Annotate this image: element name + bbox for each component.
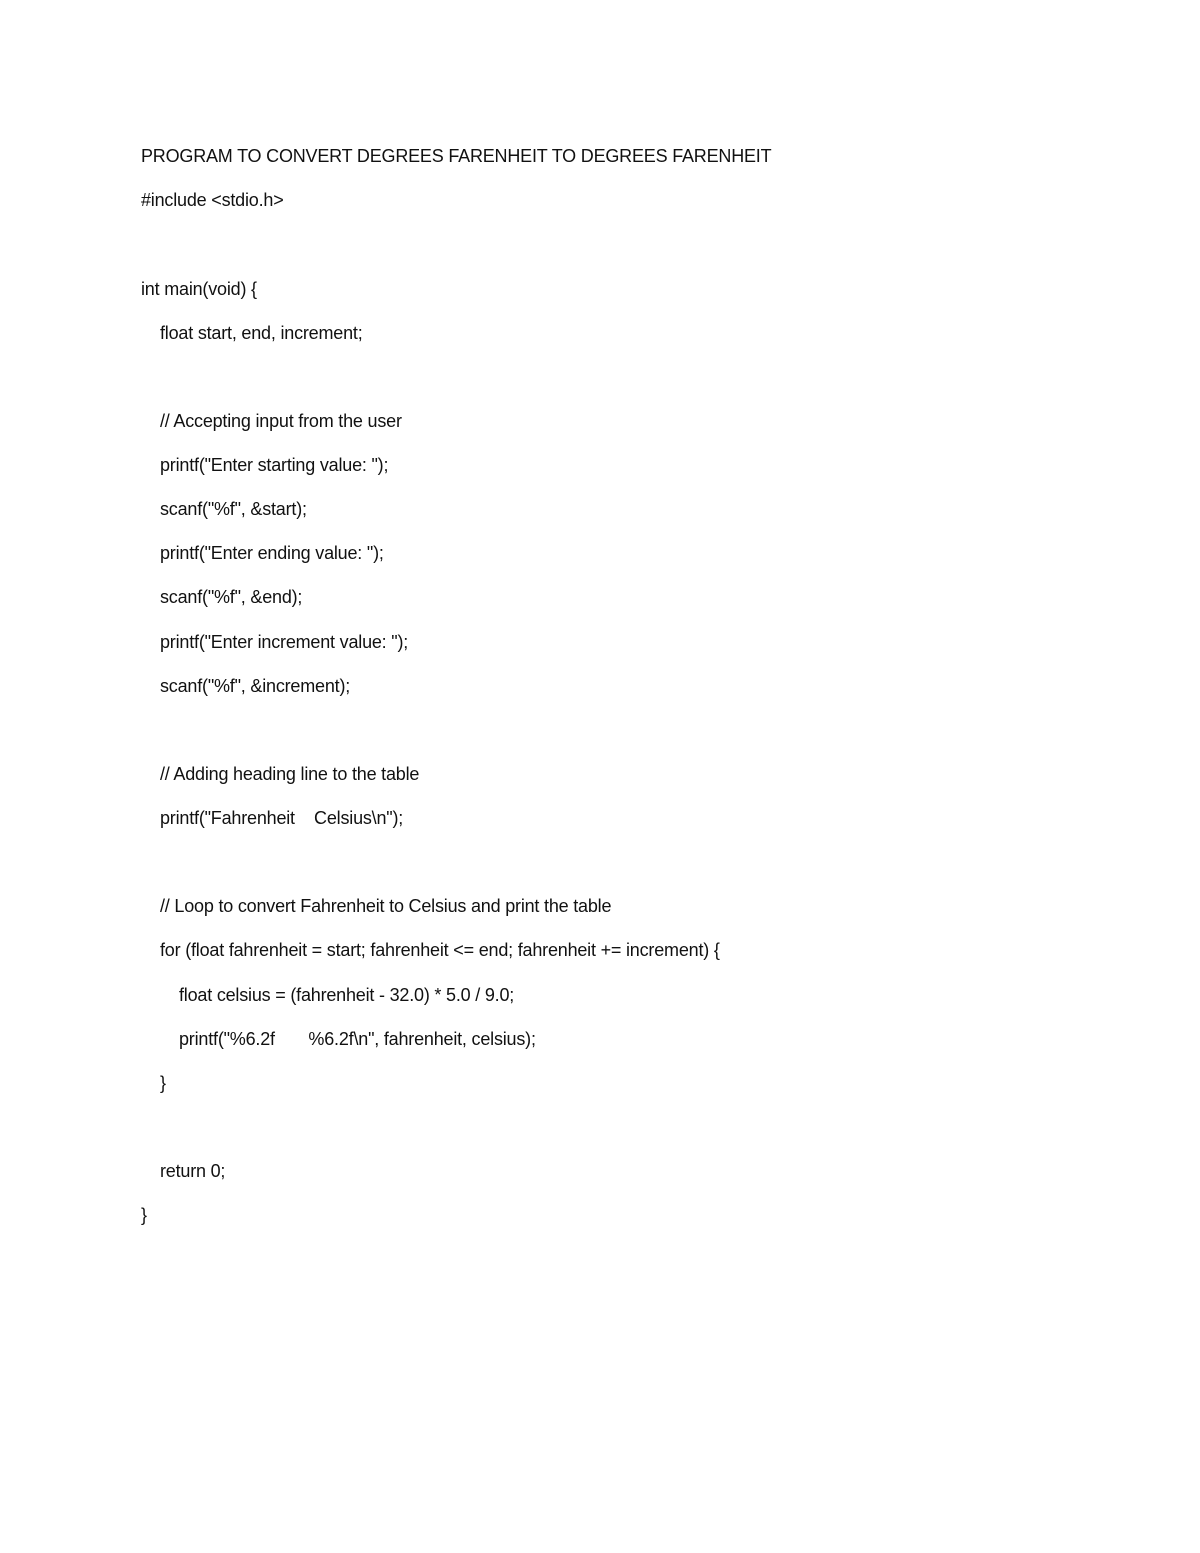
code-line-declarations: float start, end, increment; <box>160 323 363 343</box>
code-comment-input: // Accepting input from the user <box>160 411 402 431</box>
code-line-scanf-end: scanf("%f", &end); <box>160 587 303 607</box>
code-line-include: #include <stdio.h> <box>141 190 284 210</box>
code-line-scanf-start: scanf("%f", &start); <box>160 499 307 519</box>
code-comment-heading: // Adding heading line to the table <box>160 764 420 784</box>
code-line-printf-end: printf("Enter ending value: "); <box>160 543 384 563</box>
code-line-return: return 0; <box>160 1161 226 1181</box>
code-line-main: int main(void) { <box>141 279 257 299</box>
code-line-celsius-calc: float celsius = (fahrenheit - 32.0) * 5.0 / 9.0; <box>179 985 515 1005</box>
code-line-printf-increment: printf("Enter increment value: "); <box>160 632 409 652</box>
code-line-scanf-increment: scanf("%f", &increment); <box>160 676 351 696</box>
code-line-printf-start: printf("Enter starting value: "); <box>160 455 389 475</box>
code-line-printf-row: printf("%6.2f %6.2f\n", fahrenheit, celsius); <box>179 1029 536 1049</box>
code-line-for-loop: for (float fahrenheit = start; fahrenheit <= end; fahrenheit += increment) { <box>160 940 720 960</box>
document-title: PROGRAM TO CONVERT DEGREES FARENHEIT TO DEGREES FARENHEIT <box>141 146 772 166</box>
code-line-main-close: } <box>141 1205 147 1225</box>
code-comment-loop: // Loop to convert Fahrenheit to Celsius and print the table <box>160 896 612 916</box>
code-line-printf-heading: printf("Fahrenheit Celsius\n"); <box>160 808 404 828</box>
code-line-loop-close: } <box>160 1073 166 1093</box>
